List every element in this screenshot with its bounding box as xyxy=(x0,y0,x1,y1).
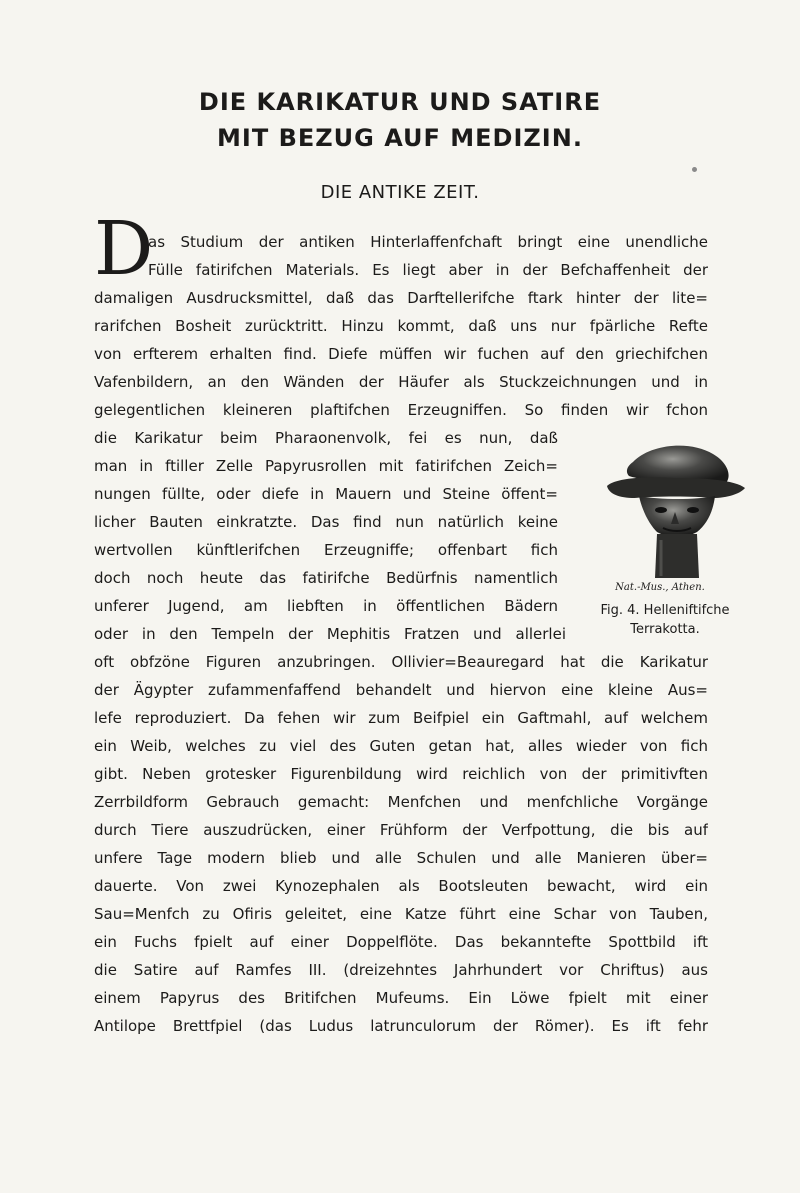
body-line: nungen füllte, oder diefe in Mauern und Steine öffent= xyxy=(94,485,558,503)
body-line: rarifchen Bosheit zurücktritt. Hinzu kommt, daß uns nur fpärliche Refte xyxy=(94,317,708,335)
ink-spot xyxy=(692,167,697,172)
body-line: Sau=Menfch zu Ofiris geleitet, eine Katze führt eine Schar von Tauben, xyxy=(94,905,708,923)
body-line: von erfterem erhalten find. Diefe müffen wir fuchen auf den griechifchen xyxy=(94,345,708,363)
body-line: die Karikatur beim Pharaonenvolk, fei es nun, daß xyxy=(94,429,558,447)
body-line: man in ftiller Zelle Papyrusrollen mit fatirifchen Zeich= xyxy=(94,457,558,475)
terracotta-figure-image xyxy=(595,440,755,580)
body-line: lefe reproduziert. Da fehen wir zum Beifpiel ein Gaftmahl, auf welchem xyxy=(94,709,708,727)
body-line: dauerte. Von zwei Kynozephalen als Bootsleuten bewacht, wird ein xyxy=(94,877,708,895)
figure-caption-line-2: Terrakotta. xyxy=(630,622,700,637)
body-line: Fülle fatirifchen Materials. Es liegt aber in der Befchaffenheit der xyxy=(148,261,708,279)
title-line-2: MIT BEZUG AUF MEDIZIN. xyxy=(217,124,583,152)
body-line: oder in den Tempeln der Mephitis Fratzen und allerlei xyxy=(94,625,566,643)
body-line: Zerrbildform Gebrauch gemacht: Menfchen und menfchliche Vorgänge xyxy=(94,793,708,811)
body-line: einem Papyrus des Britifchen Mufeums. Ein Löwe fpielt mit einer xyxy=(94,989,708,1007)
body-line: Antilope Brettfpiel (das Ludus latrunculorum der Römer). Es ift fehr xyxy=(94,1017,708,1035)
section-heading: DIE ANTIKE ZEIT. xyxy=(320,182,480,203)
figure-caption-line-1: Fig. 4. Helleniftifche xyxy=(600,603,730,618)
body-line: durch Tiere auszudrücken, einer Frühform der Verfpottung, die bis auf xyxy=(94,821,708,839)
drop-cap: D xyxy=(94,206,154,292)
figure-credit: Nat.-Mus., Athen. xyxy=(615,582,705,593)
body-line: wertvollen künftlerifchen Erzeugniffe; offenbart fich xyxy=(94,541,558,559)
body-line: damaligen Ausdrucksmittel, daß das Darftellerifche ftark hinter der lite= xyxy=(94,289,708,307)
body-line: oft obfzöne Figuren anzubringen. Ollivier=Beauregard hat die Karikatur xyxy=(94,653,708,671)
body-line: unferer Jugend, am liebften in öffentlichen Bädern xyxy=(94,597,558,615)
body-line: gibt. Neben grotesker Figurenbildung wird reichlich von der primitivften xyxy=(94,765,708,783)
body-line: ein Weib, welches zu viel des Guten getan hat, alles wieder von fich xyxy=(94,737,708,755)
body-line: ein Fuchs fpielt auf einer Doppelflöte. Das bekanntefte Spottbild ift xyxy=(94,933,708,951)
body-line: doch noch heute das fatirifche Bedürfnis namentlich xyxy=(94,569,558,587)
body-line: as Studium der antiken Hinterlaffenfchaft bringt eine unendliche xyxy=(148,233,708,251)
title-line-1: DIE KARIKATUR UND SATIRE xyxy=(198,88,602,116)
body-line: der Ägypter zufammenfaffend behandelt und hiervon eine kleine Aus= xyxy=(94,681,708,699)
body-line: die Satire auf Ramfes III. (dreizehntes Jahrhundert vor Chriftus) aus xyxy=(94,961,708,979)
body-line: unfere Tage modern blieb und alle Schulen und alle Manieren über= xyxy=(94,849,708,867)
body-line: gelegentlichen kleineren plaftifchen Erzeugniffen. So finden wir fchon xyxy=(94,401,708,419)
body-line: Vafenbildern, an den Wänden der Häufer als Stuckzeichnungen und in xyxy=(94,373,708,391)
figure-caption xyxy=(585,601,745,639)
body-line: licher Bauten einkratzte. Das find nun natürlich keine xyxy=(94,513,558,531)
